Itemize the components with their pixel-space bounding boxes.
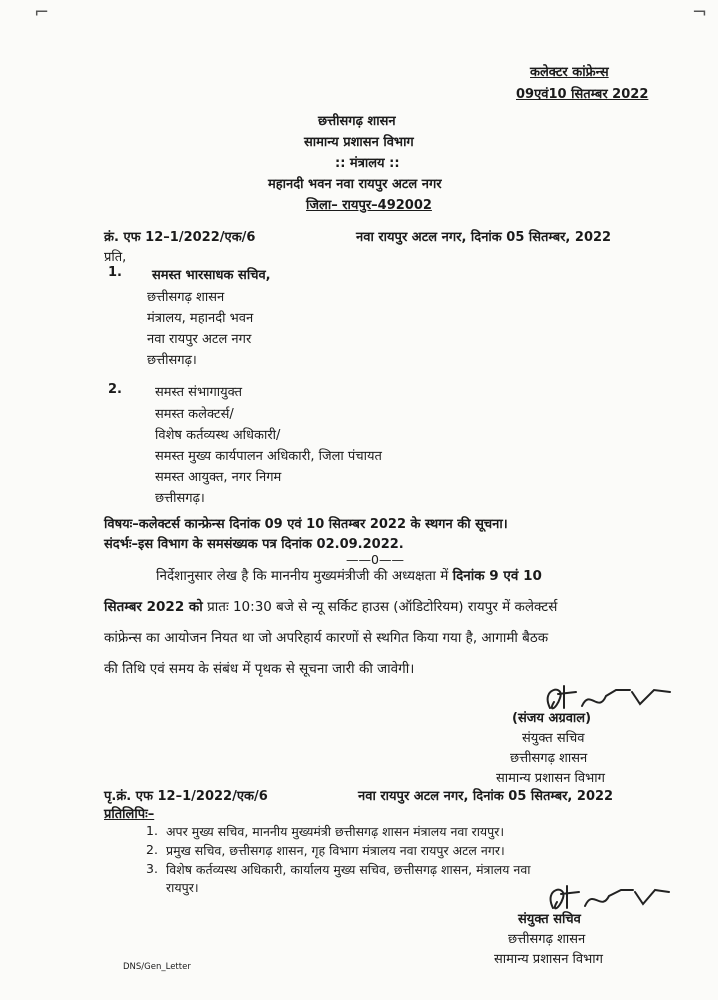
recipient-2-line: समस्त मुख्य कार्यपालन अधिकारी, जिला पंचायत bbox=[155, 449, 382, 464]
scan-mark-right: ¬ bbox=[692, 2, 708, 23]
divider: ——0—— bbox=[346, 552, 404, 567]
office-line5: जिला– रायपुर–492002 bbox=[306, 198, 432, 213]
recipient-1-line: छत्तीसगढ़। bbox=[147, 353, 197, 368]
ref2-number: पृ.क्रं. एफ 12–1/2022/एक/6 bbox=[104, 789, 268, 804]
copy-item-text: प्रमुख सचिव, छत्तीसगढ़ शासन, गृह विभाग मंत्रालय नवा रायपुर अटल नगर। bbox=[166, 843, 505, 858]
recipient-1-line: समस्त भारसाधक सचिव, bbox=[152, 268, 271, 283]
footer-code: DNS/Gen_Letter bbox=[123, 962, 191, 972]
subject-line: विषयः–कलेक्टर्स कान्फ्रेन्स दिनांक 09 एवं 10 सितम्बर 2022 के स्थगन की सूचना। bbox=[104, 517, 508, 532]
recipient-1-line: मंत्रालय, महानदी भवन bbox=[147, 311, 254, 326]
signatory-1-designation: संयुक्त सचिव bbox=[522, 731, 585, 746]
ref2-date: नवा रायपुर अटल नगर, दिनांक 05 सितम्बर, 2022 bbox=[358, 789, 614, 804]
recipient-1-line: नवा रायपुर अटल नगर bbox=[147, 332, 252, 347]
recipient-1-number: 1. bbox=[108, 265, 122, 280]
copy-label: प्रतिलिपिः– bbox=[104, 807, 155, 822]
copy-item-text: विशेष कर्तव्यस्थ अधिकारी, कार्यालय मुख्य सचिव, छत्तीसगढ़ शासन, मंत्रालय नवा bbox=[166, 862, 531, 877]
office-line1: छत्तीसगढ़ शासन bbox=[318, 114, 396, 129]
header-right-line1: कलेक्टर कांफ्रेन्स bbox=[530, 65, 609, 80]
body-line-3: कांफ्रेन्स का आयोजन नियत था जो अपरिहार्य कारणों से स्थगित किया गया है, आगामी बैठक bbox=[104, 630, 549, 646]
office-line4: महानदी भवन नवा रायपुर अटल नगर bbox=[268, 177, 442, 192]
office-line2: सामान्य प्रशासन विभाग bbox=[304, 135, 414, 150]
copy-item-number: 2. bbox=[146, 842, 158, 857]
signatory-2-designation: संयुक्त सचिव bbox=[518, 912, 581, 927]
scan-mark-left: ⌐ bbox=[34, 2, 50, 23]
office-line3: :: मंत्रालय :: bbox=[335, 156, 400, 171]
copy-item-number: 1. bbox=[146, 823, 158, 838]
ref-number: क्रं. एफ 12–1/2022/एक/6 bbox=[104, 230, 256, 245]
signatory-1-name: (संजय अग्रवाल) bbox=[512, 711, 592, 726]
prati-label: प्रति, bbox=[104, 250, 127, 265]
header-right-line2: 09एवं10 सितम्बर 2022 bbox=[516, 87, 649, 102]
reference-line: संदर्भः–इस विभाग के समसंख्यक पत्र दिनांक 02.09.2022. bbox=[104, 537, 404, 552]
signatory-2-gov: छत्तीसगढ़ शासन bbox=[508, 932, 586, 947]
recipient-2-line: समस्त आयुक्त, नगर निगम bbox=[155, 470, 282, 485]
copy-item-text-cont: रायपुर। bbox=[166, 880, 199, 895]
copy-item-text: अपर मुख्य सचिव, माननीय मुख्यमंत्री छत्तीसगढ़ शासन मंत्रालय नवा रायपुर। bbox=[166, 824, 505, 839]
body-line-2: सितम्बर 2022 को प्रातः 10:30 बजे से न्यू सर्किट हाउस (ऑडिटोरियम) रायपुर में कलेक्टर्स bbox=[104, 599, 558, 615]
body-line-1: निर्देशानुसार लेख है कि माननीय मुख्यमंत्रीजी की अध्यक्षता में दिनांक 9 एवं 10 bbox=[156, 568, 542, 584]
recipient-2-number: 2. bbox=[108, 382, 122, 397]
copy-item-number: 3. bbox=[146, 861, 158, 876]
recipient-2-line: छत्तीसगढ़। bbox=[155, 491, 205, 506]
recipient-2-line: विशेष कर्तव्यस्थ अधिकारी/ bbox=[155, 428, 281, 443]
ref-date: नवा रायपुर अटल नगर, दिनांक 05 सितम्बर, 2022 bbox=[356, 230, 612, 245]
recipient-2-line: समस्त कलेक्टर्स/ bbox=[155, 407, 234, 422]
body-line-4: की तिथि एवं समय के संबंध में पृथक से सूचना जारी की जावेगी। bbox=[104, 661, 415, 677]
signatory-1-dept: सामान्य प्रशासन विभाग bbox=[496, 771, 605, 786]
signatory-1-gov: छत्तीसगढ़ शासन bbox=[510, 751, 588, 766]
signatory-2-dept: सामान्य प्रशासन विभाग bbox=[494, 952, 603, 967]
recipient-1-line: छत्तीसगढ़ शासन bbox=[147, 290, 225, 305]
recipient-2-line: समस्त संभागायुक्त bbox=[155, 385, 243, 400]
